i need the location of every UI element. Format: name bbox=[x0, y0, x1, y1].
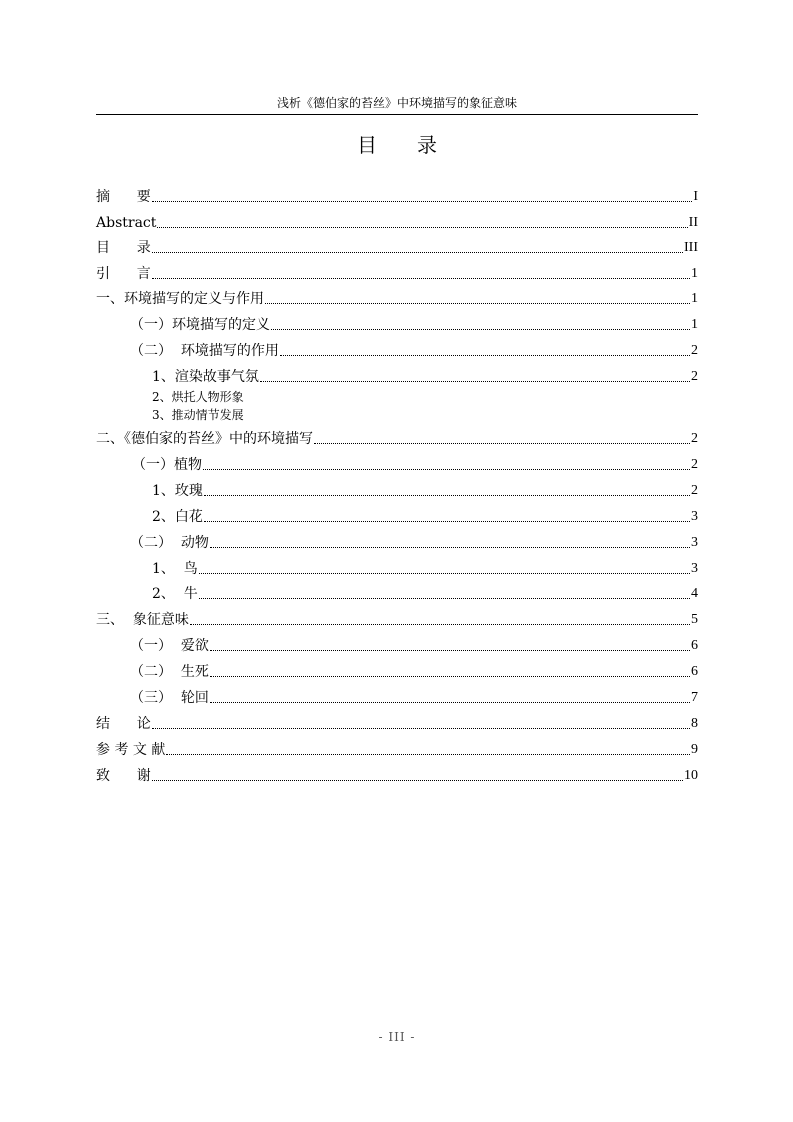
toc-entry-page: 10 bbox=[684, 768, 698, 783]
toc-entry-item-2-2-2[interactable] bbox=[152, 583, 698, 603]
toc-entry-label: 一、环境描写的定义与作用 bbox=[96, 291, 264, 307]
toc-leader-dots bbox=[314, 443, 690, 444]
toc-leader-dots bbox=[152, 201, 693, 202]
toc-entry-section-3-1[interactable] bbox=[130, 635, 698, 655]
toc-leader-dots bbox=[152, 780, 683, 781]
toc-entry-label: 引 言 bbox=[96, 266, 151, 282]
toc-entry-page: 7 bbox=[691, 690, 698, 705]
toc-entry-page: 2 bbox=[691, 369, 698, 384]
toc-entry-page: 1 bbox=[691, 266, 698, 281]
toc-entry-label: （一）植物 bbox=[132, 457, 202, 473]
toc-entry-item-1-2-1[interactable] bbox=[152, 366, 698, 386]
toc-entry-page: 5 bbox=[691, 612, 698, 627]
toc-entry-label: 二、《德伯家的苔丝》中的环境描写 bbox=[96, 431, 313, 447]
toc-entry-page: 9 bbox=[691, 742, 698, 757]
toc-entry-label: 1、 鸟 bbox=[152, 561, 198, 577]
toc-entry-page: 2 bbox=[691, 457, 698, 472]
toc-entry-label: 3、推动情节发展 bbox=[152, 408, 244, 422]
toc-entry-page: 3 bbox=[691, 561, 698, 576]
toc-entry-references[interactable] bbox=[96, 739, 698, 759]
toc-entry-label: 2、烘托人物形象 bbox=[152, 390, 244, 404]
toc-entry-page: 2 bbox=[691, 431, 698, 446]
toc-entry-page: 6 bbox=[691, 664, 698, 679]
toc-entry-label: Abstract bbox=[96, 215, 157, 231]
toc-entry-label: 1、玫瑰 bbox=[152, 483, 203, 499]
toc-leader-dots bbox=[210, 676, 690, 677]
toc-entry-item-1-2-3[interactable] bbox=[152, 408, 698, 422]
toc-entry-chapter-1[interactable] bbox=[96, 288, 698, 308]
toc-entry-section-3-2[interactable] bbox=[130, 661, 698, 681]
toc-leader-dots bbox=[152, 252, 683, 253]
toc-entry-introduction[interactable] bbox=[96, 263, 698, 283]
toc-entry-conclusion[interactable] bbox=[96, 713, 698, 733]
toc-leader-dots bbox=[199, 598, 690, 599]
toc-entry-label: 摘 要 bbox=[96, 189, 151, 205]
toc-entry-page: 1 bbox=[691, 291, 698, 306]
toc-entry-page: 2 bbox=[691, 343, 698, 358]
toc-entry-chapter-2[interactable] bbox=[96, 428, 698, 448]
toc-entry-label: 目 录 bbox=[96, 240, 151, 256]
toc-entry-contents[interactable] bbox=[96, 237, 698, 257]
toc-entry-acknowledgements[interactable] bbox=[96, 765, 698, 785]
toc-entry-label: 1、渲染故事气氛 bbox=[152, 369, 259, 385]
toc-leader-dots bbox=[152, 728, 690, 729]
toc-entry-abstract-cn[interactable] bbox=[96, 186, 698, 206]
toc-entry-page: 8 bbox=[691, 716, 698, 731]
toc-leader-dots bbox=[210, 547, 690, 548]
toc-leader-dots bbox=[210, 702, 690, 703]
header-rule bbox=[96, 114, 698, 115]
running-header-title: 浅析《德伯家的苔丝》中环境描写的象征意味 bbox=[276, 96, 517, 110]
toc-leader-dots bbox=[260, 381, 690, 382]
toc-entry-page: II bbox=[688, 215, 698, 230]
toc-entry-label: 三、 象征意味 bbox=[96, 612, 189, 628]
toc-entry-page: 6 bbox=[691, 638, 698, 653]
toc-entry-label: （二） 生死 bbox=[130, 664, 209, 680]
toc-entry-label: 参 考 文 献 bbox=[96, 742, 166, 758]
toc-entry-label: 2、白花 bbox=[152, 509, 203, 525]
toc-entry-section-2-2[interactable] bbox=[130, 532, 698, 552]
toc-leader-dots bbox=[280, 355, 690, 356]
toc-leader-dots bbox=[204, 495, 690, 496]
toc-entry-abstract-en[interactable] bbox=[96, 212, 698, 232]
toc-leader-dots bbox=[157, 227, 687, 228]
toc-leader-dots bbox=[210, 650, 690, 651]
toc-entry-section-1-1[interactable] bbox=[130, 314, 698, 334]
toc-entry-label: 结 论 bbox=[96, 716, 151, 732]
toc-entry-label: （一）环境描写的定义 bbox=[130, 317, 270, 333]
toc-entry-section-1-2[interactable] bbox=[130, 340, 698, 360]
toc-entry-label: （二） 环境描写的作用 bbox=[130, 343, 279, 359]
toc-entry-label: （三） 轮回 bbox=[130, 690, 209, 706]
toc-leader-dots bbox=[271, 329, 690, 330]
toc-entry-page: 1 bbox=[691, 317, 698, 332]
toc-entry-label: （一） 爱欲 bbox=[130, 638, 209, 654]
toc-entry-item-2-1-1[interactable] bbox=[152, 480, 698, 500]
toc-entry-item-2-1-2[interactable] bbox=[152, 506, 698, 526]
toc-heading: 目录 bbox=[357, 133, 477, 157]
toc-leader-dots bbox=[152, 278, 690, 279]
toc-leader-dots bbox=[166, 754, 690, 755]
toc-entry-page: III bbox=[684, 240, 698, 255]
toc-leader-dots bbox=[204, 521, 690, 522]
toc-leader-dots bbox=[199, 573, 690, 574]
toc-entry-label: （二） 动物 bbox=[130, 535, 209, 551]
toc-entry-item-1-2-2[interactable] bbox=[152, 390, 698, 404]
toc-leader-dots bbox=[203, 469, 690, 470]
toc-entry-chapter-3[interactable] bbox=[96, 609, 698, 629]
footer-page-number: - III - bbox=[378, 1030, 416, 1044]
toc-entry-page: 3 bbox=[691, 509, 698, 524]
toc-leader-dots bbox=[265, 303, 690, 304]
toc-entry-item-2-2-1[interactable] bbox=[152, 558, 698, 578]
toc-entry-page: 2 bbox=[691, 483, 698, 498]
toc-entry-section-3-3[interactable] bbox=[130, 687, 698, 707]
toc-entry-label: 2、 牛 bbox=[152, 586, 198, 602]
toc-entry-section-2-1[interactable] bbox=[132, 454, 698, 474]
toc-entry-label: 致 谢 bbox=[96, 768, 151, 784]
toc-leader-dots bbox=[190, 624, 690, 625]
toc-entry-page: 4 bbox=[691, 586, 698, 601]
toc-entry-page: I bbox=[693, 189, 698, 204]
toc-entry-page: 3 bbox=[691, 535, 698, 550]
